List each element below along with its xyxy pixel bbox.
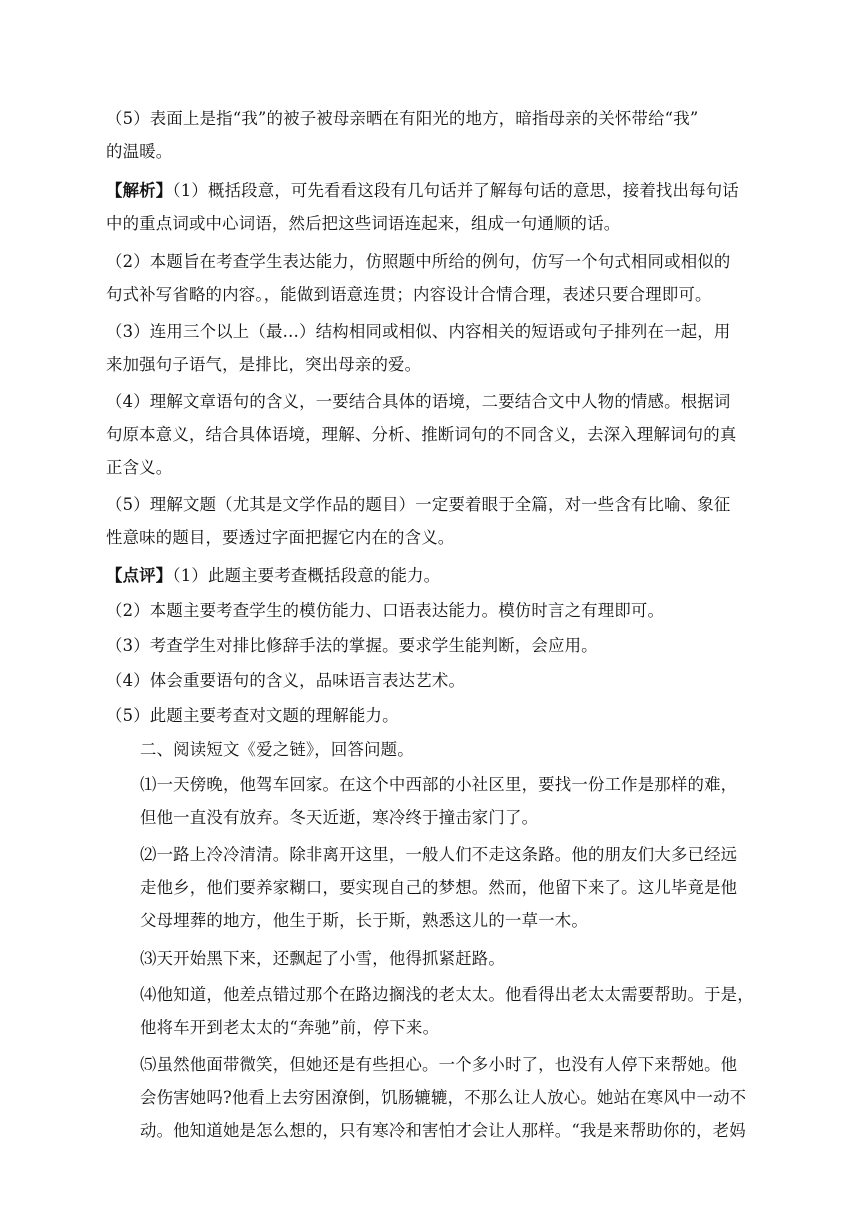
text-line: ⑷他知道，他差点错过那个在路边搁浅的老太太。他看得出老太太需要帮助。于是， [140, 985, 754, 1004]
text-line: 句原本意义，结合具体语境，理解、分析、推断词句的不同含义，去深入理解词句的真 [106, 425, 737, 444]
text-line-part: （1）概括段意，可先看看这段有几句话并了解每句话的意思，接着找出每句话 [172, 181, 739, 200]
analysis-label: 【解析】 [106, 181, 173, 200]
text-line: （2）本题主要考查学生的模仿能力、口语表达能力。模仿时言之有理即可。 [106, 601, 665, 620]
story-paragraph-1 [140, 768, 770, 834]
text-line: （4）理解文章语句的含义，一要结合具体的语境，二要结合文中人物的情感。根据词 [106, 392, 731, 411]
text-line: （5）表面上是指“我”的被子被母亲晒在有阳光的地方，暗指母亲的关怀带给“我” [106, 109, 699, 128]
text-line: ⑶天开始黑下来，还飘起了小雪，他得抓紧赶路。 [140, 949, 505, 968]
text-line: （3）连用三个以上（最…）结构相同或相似、内容相关的短语或句子排列在一起，用 [106, 322, 731, 341]
text-line: 动。他知道她是怎么想的，只有寒冷和害怕才会让人那样。“我是来帮助你的，老妈 [140, 1121, 746, 1140]
story-paragraph-5 [140, 1048, 770, 1147]
text-line: ⑸虽然他面带微笑，但她还是有些担心。一个多小时了，也没有人停下来帮她。他 [140, 1055, 738, 1074]
text-line: 走他乡，他们要养家糊口，要实现自己的梦想。然而，他留下来了。这儿毕竟是他 [140, 878, 738, 897]
text-line: （5）此题主要考查对文题的理解能力。 [106, 706, 399, 725]
text-line: （3）考查学生对排比修辞手法的掌握。要求学生能判断，会应用。 [106, 636, 598, 655]
analysis-item-3 [106, 315, 770, 381]
text-line: （2）本题旨在考查学生表达能力，仿照题中所给的例句，仿写一个句式相同或相似的 [106, 252, 731, 271]
text-line: 父母埋葬的地方，他生于斯，长于斯，熟悉这儿的一草一木。 [140, 911, 588, 930]
story-paragraph-4 [140, 978, 770, 1044]
text-line: （5）理解文题（尤其是文学作品的题目）一定要着眼于全篇，对一些含有比喻、象征 [106, 495, 731, 514]
analysis-item-4 [106, 385, 770, 484]
comment-item-3 [106, 629, 770, 662]
comment-item-5 [106, 699, 770, 732]
text-line [106, 559, 770, 592]
text-line: 的温暖。 [106, 142, 173, 161]
text-line: 句式补写省略的内容。，能做到语意连贯；内容设计合情合理，表述只要合理即可。 [106, 285, 712, 304]
text-line: 性意味的题目，要透过字面把握它内在的含义。 [106, 528, 455, 547]
analysis-item-2 [106, 245, 770, 311]
comment-item-4 [106, 664, 770, 697]
text-line-part: （1）此题主要考查概括段意的能力。 [172, 566, 441, 585]
analysis-item-5 [106, 488, 770, 554]
text-line: ⑴一天傍晚，他驾车回家。在这个中西部的小社区里，要找一份工作是那样的难， [140, 775, 738, 794]
text-line: ⑵一路上冷冷清清。除非离开这里，一般人们不走这条路。他的朋友们大多已经远 [140, 845, 738, 864]
text-line: 他将车开到老太太的“奔驰”前，停下来。 [140, 1018, 440, 1037]
comment-item-2 [106, 594, 770, 627]
comment-item-1 [106, 559, 770, 592]
analysis-item-1 [106, 174, 770, 240]
story-paragraph-3 [140, 942, 770, 975]
text-line: 中的重点词或中心词语，然后把这些词语连起来，组成一句通顺的话。 [106, 214, 621, 233]
text-line: （4）体会重要语句的含义，品味语言表达艺术。 [106, 671, 466, 690]
text-line: 会伤害她吗?他看上去穷困潦倒，饥肠辘辘，不那么让人放心。她站在寒风中一动不 [140, 1088, 747, 1107]
story-paragraph-2 [140, 838, 770, 937]
comment-label: 【点评】 [106, 566, 173, 585]
text-line [106, 174, 770, 207]
text-line: 二、阅读短文《爱之链》，回答问题。 [140, 740, 414, 759]
text-line: 但他一直没有放弃。冬天近逝，寒冷终于撞击家门了。 [140, 808, 539, 827]
section-heading [140, 733, 804, 766]
text-line: 来加强句子语气，是排比，突出母亲的爱。 [106, 355, 422, 374]
text-line: 正含义。 [106, 458, 173, 477]
answer-5 [106, 102, 770, 168]
